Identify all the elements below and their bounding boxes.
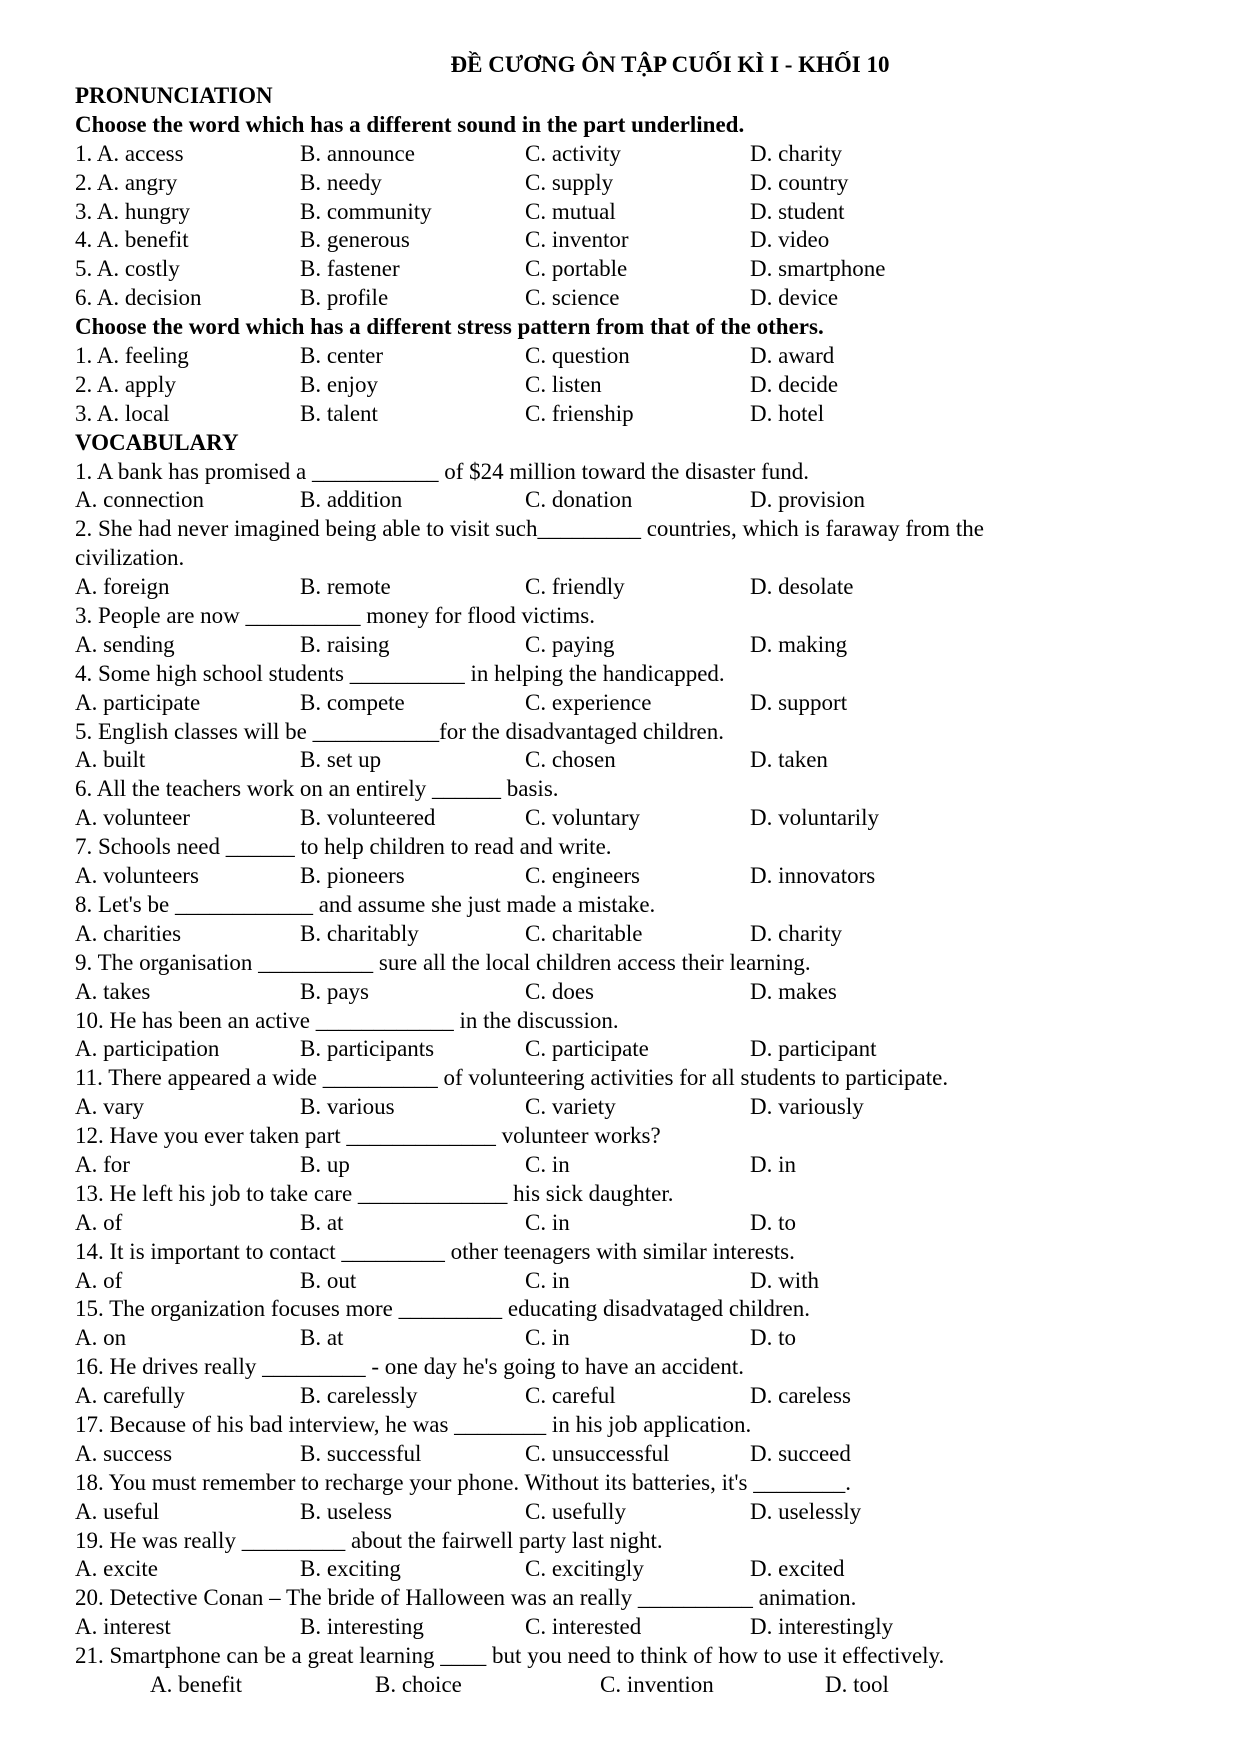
worksheet-page bbox=[75, 48, 1175, 1700]
question-text: 18. You must remember to recharge your phone. Without its batteries, it's ________. bbox=[75, 1469, 851, 1495]
question-text: 16. He drives really _________ - one day he's going to have an accident. bbox=[75, 1354, 745, 1380]
option-row bbox=[75, 486, 1175, 515]
answer-option: C. unsuccessful bbox=[525, 1440, 670, 1466]
option-row bbox=[75, 1151, 1175, 1180]
question-text: 7. Schools need ______ to help children to read and write. bbox=[75, 834, 612, 860]
pronunciation-heading: PRONUNCIATION bbox=[75, 83, 273, 108]
answer-option: C. voluntary bbox=[525, 805, 640, 831]
answer-option: D. student bbox=[750, 198, 845, 224]
question-text: 21. Smartphone can be a great learning ____ but you need to think of how to use it effectively. bbox=[75, 1643, 945, 1669]
question-text: 13. He left his job to take care _____________ his sick daughter. bbox=[75, 1180, 674, 1206]
option-row bbox=[75, 140, 1175, 169]
option-row bbox=[75, 1093, 1175, 1122]
answer-option: A. success bbox=[75, 1440, 173, 1466]
question-text: 20. Detective Conan – The bride of Halloween was an really __________ animation. bbox=[75, 1585, 857, 1611]
answer-option: C. excitingly bbox=[525, 1556, 644, 1582]
answer-option: C. experience bbox=[525, 689, 652, 715]
option-row bbox=[75, 255, 1175, 284]
answer-option: C. chosen bbox=[525, 747, 616, 773]
answer-option: A. vary bbox=[75, 1094, 144, 1120]
option-row bbox=[75, 1671, 1175, 1700]
answer-option: B. profile bbox=[300, 285, 389, 311]
question-text: 11. There appeared a wide __________ of volunteering activities for all students to participate. bbox=[75, 1065, 949, 1091]
question-text: 17. Because of his bad interview, he was ________ in his job application. bbox=[75, 1411, 752, 1437]
answer-option: C. listen bbox=[525, 371, 602, 397]
option-row bbox=[75, 862, 1175, 891]
answer-option: D. succeed bbox=[750, 1440, 851, 1466]
question-text: 2. She had never imagined being able to visit such_________ countries, which is faraway from the bbox=[75, 516, 984, 542]
option-row bbox=[75, 226, 1175, 255]
answer-option: B. community bbox=[300, 198, 432, 224]
answer-option: C. in bbox=[525, 1325, 570, 1351]
option-row bbox=[75, 1555, 1175, 1584]
answer-option: B. addition bbox=[300, 487, 403, 513]
answer-option: B. up bbox=[300, 1151, 350, 1177]
answer-option: D. voluntarily bbox=[750, 805, 880, 831]
answer-option: C. inventor bbox=[525, 227, 629, 253]
answer-option: A. on bbox=[75, 1325, 127, 1351]
question-text: 14. It is important to contact _________ other teenagers with similar interests. bbox=[75, 1238, 795, 1264]
answer-option: B. at bbox=[300, 1209, 344, 1235]
answer-option: D. careless bbox=[750, 1383, 851, 1409]
answer-option: D. variously bbox=[750, 1094, 864, 1120]
option-row bbox=[75, 400, 1175, 429]
answer-option: A. charities bbox=[75, 920, 182, 946]
answer-option: D. smartphone bbox=[750, 256, 886, 282]
answer-option: B. generous bbox=[300, 227, 410, 253]
answer-option: D. with bbox=[750, 1267, 819, 1293]
answer-option: D. charity bbox=[750, 140, 842, 166]
answer-option: D. support bbox=[750, 689, 848, 715]
answer-option: 1. A. access bbox=[75, 140, 184, 166]
answer-option: 1. A. feeling bbox=[75, 343, 189, 369]
answer-option: D. making bbox=[750, 631, 848, 657]
stress-question-list bbox=[75, 342, 1175, 429]
option-row bbox=[75, 169, 1175, 198]
answer-option: B. set up bbox=[300, 747, 382, 773]
answer-option: C. variety bbox=[525, 1094, 616, 1120]
option-row bbox=[75, 1498, 1175, 1527]
answer-option: C. mutual bbox=[525, 198, 616, 224]
answer-option: 3. A. hungry bbox=[75, 198, 190, 224]
option-row bbox=[75, 198, 1175, 227]
option-row bbox=[75, 284, 1175, 313]
option-row bbox=[75, 978, 1175, 1007]
answer-option: A. sending bbox=[75, 631, 175, 657]
answer-option: B. charitably bbox=[300, 920, 419, 946]
answer-option: 2. A. angry bbox=[75, 169, 178, 195]
option-row bbox=[75, 1267, 1175, 1296]
option-row bbox=[75, 804, 1175, 833]
answer-option: B. out bbox=[300, 1267, 357, 1293]
answer-option: B. participants bbox=[300, 1036, 435, 1062]
answer-option: 4. A. benefit bbox=[75, 227, 189, 253]
vocabulary-heading: VOCABULARY bbox=[75, 429, 239, 455]
question-text: 3. People are now __________ money for flood victims. bbox=[75, 603, 595, 629]
option-row bbox=[75, 1209, 1175, 1238]
answer-option: A. foreign bbox=[75, 574, 170, 600]
answer-option: C. friendly bbox=[525, 574, 625, 600]
document-title: ĐỀ CƯƠNG ÔN TẬP CUỐI KÌ I - KHỐI 10 bbox=[450, 52, 890, 77]
option-row bbox=[75, 342, 1175, 371]
answer-option: B. raising bbox=[300, 631, 390, 657]
answer-option: B. useless bbox=[300, 1498, 392, 1524]
answer-option: C. frienship bbox=[525, 400, 634, 426]
answer-option: 5. A. costly bbox=[75, 256, 180, 282]
sound-instruction: Choose the word which has a different sound in the part underlined. bbox=[75, 111, 745, 137]
answer-option: C. paying bbox=[525, 631, 615, 657]
answer-option: B. compete bbox=[300, 689, 405, 715]
answer-option: D. to bbox=[750, 1209, 796, 1235]
answer-option: B. center bbox=[300, 343, 384, 369]
answer-option: D. interestingly bbox=[750, 1614, 894, 1640]
answer-option: A. excite bbox=[75, 1556, 159, 1582]
question-text: 10. He has been an active ____________ in the discussion. bbox=[75, 1007, 619, 1033]
option-row bbox=[75, 631, 1175, 660]
option-row bbox=[75, 573, 1175, 602]
answer-option: A. of bbox=[75, 1267, 123, 1293]
answer-option: D. innovators bbox=[750, 863, 876, 889]
answer-option: A. interest bbox=[75, 1614, 171, 1640]
question-text: 9. The organisation __________ sure all the local children access their learning. bbox=[75, 949, 811, 975]
answer-option: C. engineers bbox=[525, 863, 640, 889]
question-text: 19. He was really _________ about the fairwell party last night. bbox=[75, 1527, 663, 1553]
answer-option: 2. A. apply bbox=[75, 371, 176, 397]
stress-instruction: Choose the word which has a different stress pattern from that of the others. bbox=[75, 314, 824, 340]
answer-option: D. decide bbox=[750, 371, 839, 397]
answer-option: B. announce bbox=[300, 140, 415, 166]
answer-option: B. successful bbox=[300, 1440, 422, 1466]
answer-option: D. desolate bbox=[750, 574, 854, 600]
answer-option: C. careful bbox=[525, 1383, 616, 1409]
answer-option: 3. A. local bbox=[75, 400, 170, 426]
answer-option: D. provision bbox=[750, 487, 865, 513]
question-text: 5. English classes will be ___________for the disadvantaged children. bbox=[75, 718, 724, 744]
answer-option: C. in bbox=[525, 1151, 570, 1177]
answer-option: C. charitable bbox=[525, 920, 643, 946]
question-text: 15. The organization focuses more _________ educating disadvataged children. bbox=[75, 1296, 810, 1322]
question-text: 8. Let's be ____________ and assume she just made a mistake. bbox=[75, 891, 656, 917]
answer-option: C. usefully bbox=[525, 1498, 626, 1524]
answer-option: B. volunteered bbox=[300, 805, 436, 831]
answer-option: 6. A. decision bbox=[75, 285, 202, 311]
question-text: 1. A bank has promised a ___________ of $24 million toward the disaster fund. bbox=[75, 458, 809, 484]
answer-option: B. carelessly bbox=[300, 1383, 418, 1409]
answer-option: C. question bbox=[525, 343, 630, 369]
option-row bbox=[75, 689, 1175, 718]
question-text: 4. Some high school students __________ in helping the handicapped. bbox=[75, 660, 725, 686]
answer-option: B. enjoy bbox=[300, 371, 378, 397]
answer-option: A. participation bbox=[75, 1036, 220, 1062]
answer-option: D. video bbox=[750, 227, 830, 253]
answer-option: D. in bbox=[750, 1151, 796, 1177]
answer-option: A. volunteer bbox=[75, 805, 190, 831]
answer-option: D. to bbox=[750, 1325, 796, 1351]
answer-option: D. participant bbox=[750, 1036, 877, 1062]
answer-option: B. choice bbox=[375, 1671, 462, 1697]
option-row bbox=[75, 1324, 1175, 1353]
answer-option: A. built bbox=[75, 747, 146, 773]
answer-option: C. in bbox=[525, 1267, 570, 1293]
answer-option: C. portable bbox=[525, 256, 628, 282]
answer-option: D. tool bbox=[825, 1671, 889, 1697]
option-row bbox=[75, 746, 1175, 775]
answer-option: C. donation bbox=[525, 487, 633, 513]
answer-option: A. connection bbox=[75, 487, 205, 513]
answer-option: A. of bbox=[75, 1209, 123, 1235]
answer-option: D. makes bbox=[750, 978, 837, 1004]
answer-option: B. at bbox=[300, 1325, 344, 1351]
answer-option: C. activity bbox=[525, 140, 621, 166]
answer-option: C. invention bbox=[600, 1671, 714, 1697]
answer-option: D. taken bbox=[750, 747, 828, 773]
answer-option: A. participate bbox=[75, 689, 201, 715]
question-text: 6. All the teachers work on an entirely ______ basis. bbox=[75, 776, 559, 802]
option-row bbox=[75, 920, 1175, 949]
question-text-continued: civilization. bbox=[75, 545, 185, 571]
answer-option: B. interesting bbox=[300, 1614, 424, 1640]
option-row bbox=[75, 371, 1175, 400]
answer-option: B. pioneers bbox=[300, 863, 405, 889]
answer-option: A. takes bbox=[75, 978, 151, 1004]
answer-option: C. participate bbox=[525, 1036, 649, 1062]
answer-option: C. interested bbox=[525, 1614, 642, 1640]
answer-option: B. talent bbox=[300, 400, 378, 426]
answer-option: B. exciting bbox=[300, 1556, 401, 1582]
option-row bbox=[75, 1613, 1175, 1642]
question-text: 12. Have you ever taken part _____________ volunteer works? bbox=[75, 1123, 661, 1149]
answer-option: A. useful bbox=[75, 1498, 160, 1524]
answer-option: C. does bbox=[525, 978, 594, 1004]
option-row bbox=[75, 1440, 1175, 1469]
answer-option: A. carefully bbox=[75, 1383, 185, 1409]
answer-option: A. benefit bbox=[150, 1671, 242, 1697]
answer-option: D. award bbox=[750, 343, 835, 369]
answer-option: C. in bbox=[525, 1209, 570, 1235]
answer-option: D. uselessly bbox=[750, 1498, 862, 1524]
answer-option: B. pays bbox=[300, 978, 369, 1004]
answer-option: D. country bbox=[750, 169, 849, 195]
answer-option: A. for bbox=[75, 1151, 130, 1177]
answer-option: B. various bbox=[300, 1094, 395, 1120]
vocabulary-question-list bbox=[75, 458, 1175, 1700]
answer-option: B. fastener bbox=[300, 256, 400, 282]
answer-option: D. device bbox=[750, 285, 839, 311]
answer-option: D. excited bbox=[750, 1556, 845, 1582]
option-row bbox=[75, 1035, 1175, 1064]
answer-option: C. supply bbox=[525, 169, 614, 195]
sound-question-list bbox=[75, 140, 1175, 313]
answer-option: B. needy bbox=[300, 169, 382, 195]
option-row bbox=[75, 1382, 1175, 1411]
answer-option: D. hotel bbox=[750, 400, 825, 426]
answer-option: B. remote bbox=[300, 574, 391, 600]
answer-option: A. volunteers bbox=[75, 863, 199, 889]
answer-option: D. charity bbox=[750, 920, 842, 946]
answer-option: C. science bbox=[525, 285, 620, 311]
